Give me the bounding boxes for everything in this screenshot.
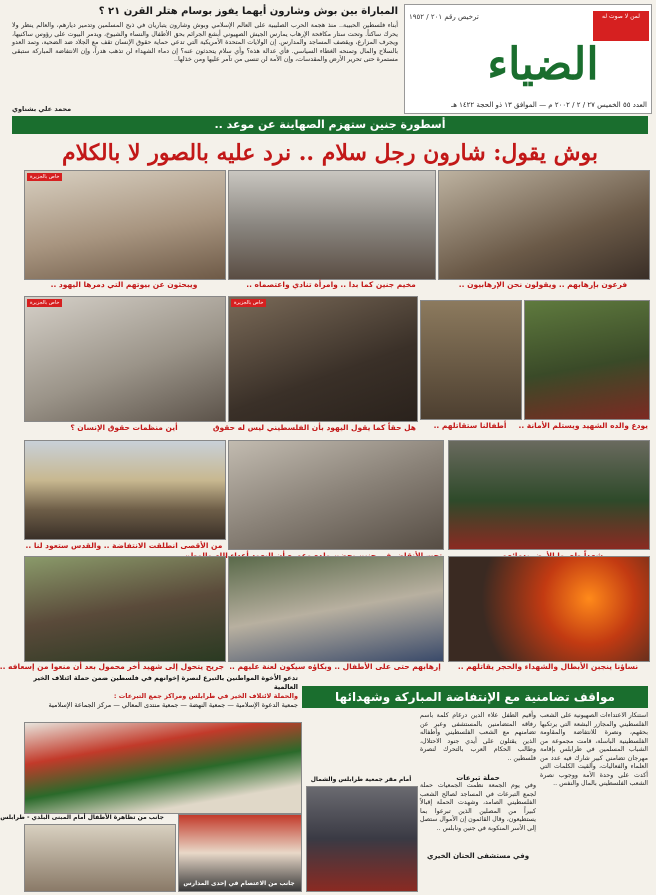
photo-6	[24, 296, 226, 422]
solidarity-banner: مواقف تضامنية مع الإنتفاضة المباركة وشهدائها	[302, 686, 648, 708]
photo-13	[24, 556, 226, 662]
notice-line-1: تدعو الأخوة المواطنين بالتبرع لنصرة إخوانهم في فلسطين ضمن حملة ائتلاف الخير العالمية	[33, 674, 298, 691]
column-middle-head-2: وفي مستشفى الحنان الخيري	[426, 852, 530, 860]
photo-13-caption: جريح يتحول إلى شهيد أخر محمول بعد أن منعوا من إسعافه ..	[0, 662, 224, 671]
photo-12	[228, 556, 444, 662]
column-middle-body: وفي يوم الجمعة نظمت الجمعيات حملة لجمع التبرعات في المساجد لصالح الشعب الفلسطيني الصامد، وشهدت الحملة إقبالاً كبيراً من المصلين الذين تبرعوا بما يستطيعون، وقال القائمون إن الأموال ستصل إلى الأسر المنكوبة في جنين ونابلس ..	[420, 782, 536, 832]
photo-9	[228, 440, 444, 550]
masthead	[404, 4, 652, 114]
photo-5	[228, 296, 418, 422]
photo-event-1	[306, 786, 418, 892]
photo-event-1-caption: أمام مقر جمعية طرابلس والشمال	[310, 776, 412, 783]
photo-10	[24, 440, 226, 540]
photo-3-tag: خاص بالجزيرة	[27, 173, 62, 181]
lead-title: المباراة بين بوش وشارون أيهما يفوز بوسام هتلر القرن ٢١ ؟	[98, 6, 398, 17]
photo-8	[448, 440, 650, 550]
lead-author: محمد علي بشناوي	[12, 105, 72, 113]
notice-items: جمعية الدعوة الإسلامية — جمعية النهضة — جمعية منتدى المعالي — مركز الجماعة الإسلامية	[48, 701, 298, 709]
subhead-banner: أسطورة جنين ستهزم الصهاينة عن موعد ..	[12, 116, 648, 134]
photo-10-caption: من الأقصى انطلقت الانتفاضة .. والقدس ستعود لنا ..	[25, 541, 223, 550]
photo-1-caption: فرعون بإرهابهم .. ويقولون نحن الإرهابيون ..	[458, 280, 628, 289]
photo-11	[448, 556, 650, 662]
photo-11-caption: نساؤنا ينجبن الأبطال والشهداء والحجر يقاتلهم ..	[457, 662, 639, 671]
photo-5-tag: خاص بالجزيرة	[231, 299, 266, 307]
photo-2-caption: مخيم جنين كما بدا .. وامرأة تنادي واعتصماه ..	[246, 280, 416, 289]
column-right: استنكار الاعتداءات الصهيونية على الشعب الفلسطيني والمجازر البشعة التي يرتكبها بحقهم، ونصرة للانتفاضة والمقاومة الفلسطينية الباسلة، قامت مجموعة من الشباب المسلمين في طرابلس بإقامة مهرجان تضامني كبير شارك فيه عدد من العلماء والفعاليات، وألقيت الكلمات التي أكدت على وحدة الأمة ووجوب نصرة الشعب الفلسطيني بالمال والنفس ..	[540, 712, 648, 787]
photo-demo-2	[24, 824, 176, 892]
photo-4	[420, 300, 522, 420]
photo-2	[228, 170, 436, 280]
photo-demo-1	[24, 722, 302, 814]
donation-notice	[12, 674, 298, 718]
masthead-slogan: لمن لا صوت له	[593, 11, 649, 41]
masthead-license: ترخيص رقم ٢٠١ / ١٩٥٢	[409, 13, 479, 21]
notice-line-2: والحملة لائتلاف الخير في طرابلس ومراكز جمع التبرعات :	[113, 692, 298, 700]
main-headline: بوش يقول: شارون رجل سلام .. نرد عليه بالصور لا بالكلام	[61, 140, 599, 166]
photo-1	[438, 170, 650, 280]
photo-3-caption: ويبحثون عن بيوتهم التي دمرها اليهود ..	[50, 280, 198, 289]
issue-line: العدد ٥٥ الخميس ٢٧ / ٢ / ٢٠٠٢ م — الموافق ١٣ ذو الحجة ١٤٢٢ هـ	[451, 101, 647, 109]
photo-5-caption: هل حقاً كما يقول اليهود بأن الفلسطيني ليس له حقوق	[212, 423, 416, 432]
newspaper-logo: الضياء	[487, 39, 599, 90]
photo-4-caption: أطفالنا ستقاتلهم ..	[433, 421, 507, 430]
photo-demo-1-caption: جانب من تظاهرة الأطفال أمام المبنى البلدي - طرابلس	[0, 814, 164, 821]
photo-6-tag: خاص بالجزيرة	[27, 299, 62, 307]
photo-demo-3-caption: جانب من الاعتصام في إحدى المدارس	[183, 880, 295, 887]
column-middle	[420, 712, 536, 890]
photo-7	[524, 300, 650, 420]
column-middle-lead: وأقيم الطفل علاء الدين درغام كلمة باسم رفاقه المتضامنين بالمستشفى وعبر عن تضامنهم مع الشعب الفلسطيني وأطفاله الذين يقتلون على أيدي جنود الاحتلال، وطالب الحكام العرب بالتحرك لنصرة فلسطين ..	[420, 712, 536, 762]
column-middle-head: حملة تبرعات	[456, 774, 500, 782]
photo-6-caption: أين منظمات حقوق الإنسان ؟	[70, 423, 178, 432]
photo-7-caption: يودع والده الشهيد ويستلم الأمانة ..	[518, 421, 648, 430]
lead-body: أبناء فلسطين الحبيبة.. منذ هجمة الحرب الصليبية على العالم الإسلامي وبوش وشارون يتباريان في ذبح المسلمين وتدمير ديارهم، والعالم ينظر ولا يحرك ساكناً. وتحت ستار مكافحة الإرهاب يمارس الجيش الصهيوني أبشع الجرائم بحق الأطفال والنساء والشيوخ، ويدمر البيوت على رؤوس ساكنيها، ويجرف المزارع، ويقصف المساجد والمدارس. إن الولايات المتحدة الأمريكية التي تدعي حماية حقوق الإنسان تقف مع الجلاد ضد الضحية، وتمد العدو بالسلاح والمال وتمنحه الغطاء السياسي. فأي عدالة هذه؟ وأي سلام يتحدثون عنه؟ إن دماء الشهداء لن تذهب هدراً، وإن الانتفاضة المباركة ستبقى مستمرة حتى تحرير الأرض والمقدسات، وإن الأمة لن تنسى من تآمر عليها ومن خذلها..	[12, 22, 398, 63]
photo-3	[24, 170, 226, 280]
photo-12-caption: إرهابهم حتى على الأطفال .. وبكاؤه سيكون لعنة عليهم ..	[229, 662, 441, 671]
